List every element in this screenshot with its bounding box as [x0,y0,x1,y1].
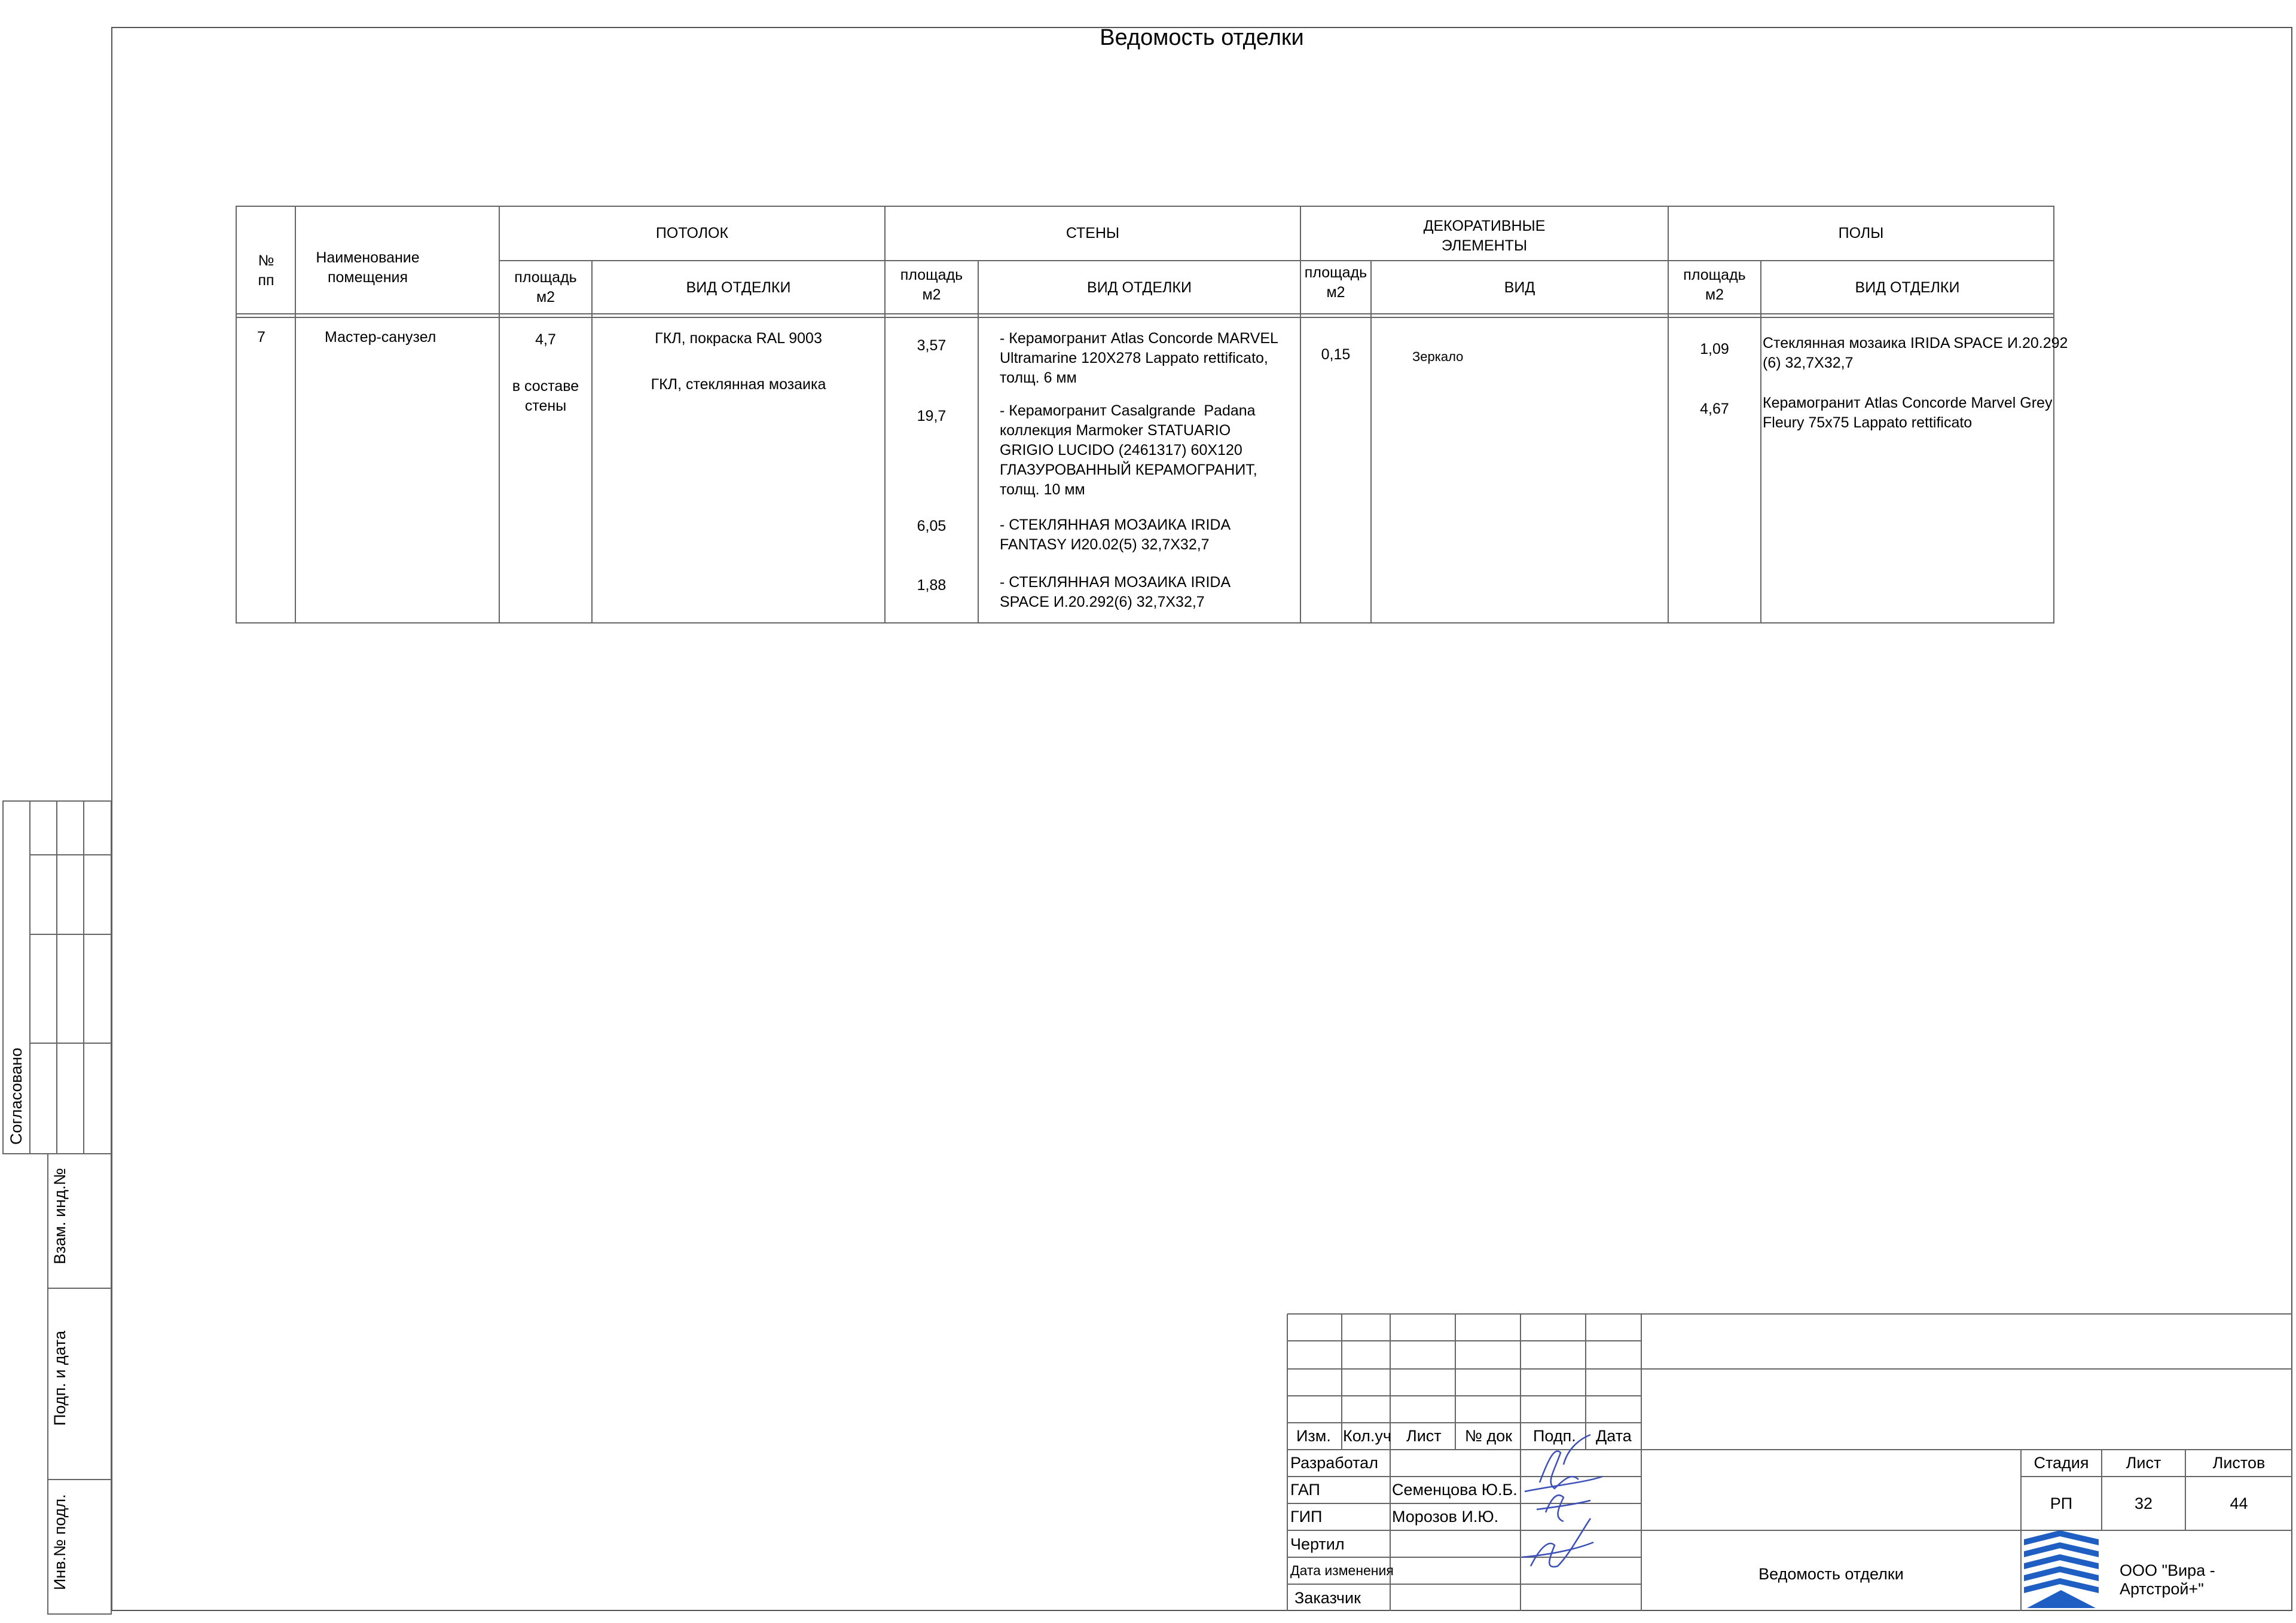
tb-gip-name: Морозов И.Ю. [1392,1508,1499,1526]
walls-finish-2: - Керамогранит Casalgrande Padana коллекция Marmoker STATUARIO GRIGIO LUCIDO (2461317) 60X120 ГЛАЗУРОВАННЫЙ КЕРАМОГРАНИТ, толщ. 10 мм [1000,402,1257,498]
header-walls-area: площадь м2 [900,267,963,303]
tb-sheets-label: Листов [2212,1454,2266,1472]
header-floors-area: площадь м2 [1683,267,1746,303]
tb-gap-name: Семенцова Ю.Б. [1392,1481,1518,1499]
ceiling-finish-1: ГКЛ, покраска RAL 9003 [655,330,822,347]
stamp-sign-date: Подп. и дата [51,1330,69,1426]
header-ceiling-area: площадь м2 [514,269,577,305]
tb-drew: Чертил [1290,1535,1345,1553]
floors-finish-2: Керамогранит Atlas Concorde Marvel Grey Fleury 75x75 Lappato rettificato [1763,395,2053,431]
walls-finish-1: - Керамогранит Atlas Concorde MARVEL Ultramarine 120X278 Lappato rettificato, толщ. 6 мм [1000,330,1278,386]
tb-stage-label: Стадия [2034,1454,2089,1472]
tb-stage: РП [2050,1494,2073,1512]
ceiling-area-2: в составе стены [512,378,579,414]
tb-col-kol: Кол.уч [1343,1427,1391,1445]
header-decor-view: ВИД [1504,279,1535,296]
header-num: № пп [258,252,274,289]
stamp-inv-replace: Взам. инд.№ [51,1167,69,1264]
header-floors: ПОЛЫ [1838,225,1884,242]
decor-view: Зеркало [1412,349,1464,364]
walls-finish-4: - СТЕКЛЯННАЯ МОЗАИКА IRIDA SPACE И.20.292(6) 32,7X32,7 [1000,574,1231,610]
walls-finish-3: - СТЕКЛЯННАЯ МОЗАИКА IRIDA FANTASY И20.02(5) 32,7X32,7 [1000,516,1231,553]
tb-change-date: Дата изменения [1290,1563,1394,1578]
tb-col-doc: № док [1465,1427,1513,1445]
tb-col-date: Дата [1596,1427,1632,1445]
header-ceiling-finish: ВИД ОТДЕЛКИ [686,279,791,296]
tb-col-list: Лист [1406,1427,1442,1445]
header-walls-finish: ВИД ОТДЕЛКИ [1087,279,1192,296]
floors-area-1: 1,09 [1700,341,1729,357]
tb-col-izm: Изм. [1296,1427,1331,1445]
header-room: Наименование помещения [316,249,420,286]
tb-sheet: 32 [2134,1494,2153,1512]
tb-doc-name: Ведомость отделки [1758,1565,1904,1583]
row-num: 7 [257,329,265,346]
floors-finish-1: Стеклянная мозаика IRIDA SPACE И.20.292 (6) 32,7X32,7 [1763,335,2068,371]
stamp-inv-orig: Инв.№ подл. [51,1494,69,1590]
tb-sheets: 44 [2230,1494,2248,1512]
tb-company: ООО "Вира - Артстрой+" [2120,1561,2215,1598]
tb-sheet-label: Лист [2126,1454,2161,1472]
row-room: Мастер-санузел [325,329,436,346]
decor-area: 0,15 [1321,346,1351,363]
tb-col-sign: Подп. [1533,1427,1576,1445]
header-ceiling: ПОТОЛОК [655,225,729,242]
walls-area-4: 1,88 [917,577,947,594]
tb-gap: ГАП [1290,1481,1320,1499]
stamp-agreed: Согласовано [7,1047,25,1145]
floors-area-2: 4,67 [1700,401,1729,417]
header-decor: ДЕКОРАТИВНЫЕ ЭЛЕМЕНТЫ [1423,218,1546,254]
header-decor-area: площадь м2 [1304,264,1367,301]
walls-area-1: 3,57 [917,337,947,354]
tb-customer: Заказчик [1294,1589,1361,1607]
tb-gip: ГИП [1290,1508,1323,1526]
walls-area-2: 19,7 [917,408,947,424]
tb-developed: Разработал [1290,1454,1378,1472]
header-walls: СТЕНЫ [1065,225,1120,242]
page-title: Ведомость отделки [1100,25,1304,50]
walls-area-3: 6,05 [917,518,947,534]
ceiling-area-1: 4,7 [535,331,556,348]
header-floors-finish: ВИД ОТДЕЛКИ [1855,279,1960,296]
ceiling-finish-2: ГКЛ, стеклянная мозаика [651,376,826,393]
